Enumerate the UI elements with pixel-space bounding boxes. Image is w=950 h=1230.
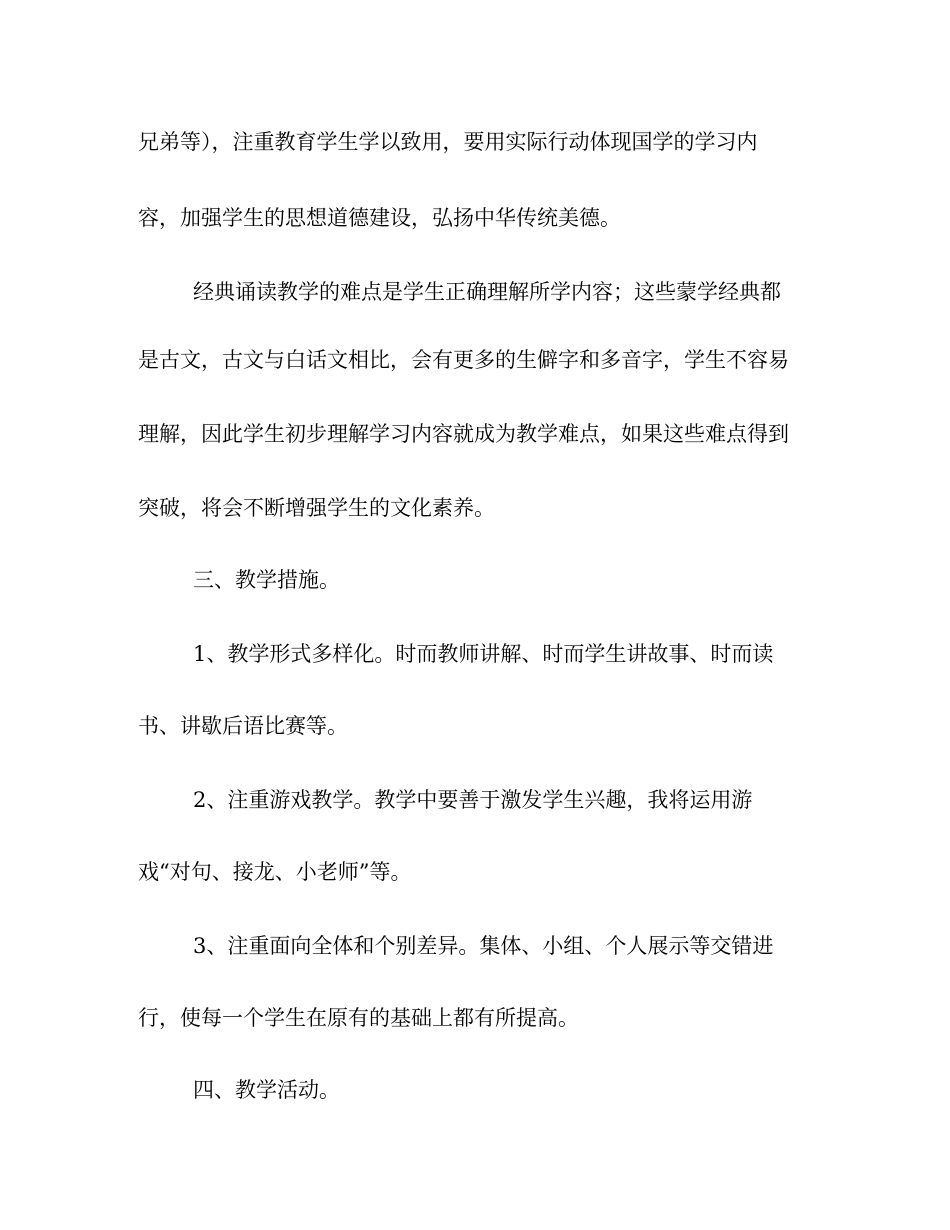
paragraph-line: 行，使每一个学生在原有的基础上都有所提高。	[138, 1006, 579, 1030]
paragraph-line: 3、注重面向全体和个别差异。集体、小组、个人展示等交错进	[193, 934, 774, 958]
paragraph-line: 兄弟等），注重教育学生学以致用，要用实际行动体现国学的学习内	[138, 130, 758, 154]
paragraph-line: 容，加强学生的思想道德建设，弘扬中华传统美德。	[138, 206, 621, 230]
section-heading: 四、教学活动。	[193, 1078, 340, 1102]
paragraph-line: 书、讲歇后语比赛等。	[138, 714, 348, 738]
paragraph-line: 理解，因此学生初步理解学习内容就成为教学难点，如果这些难点得到	[138, 422, 789, 446]
section-heading: 三、教学措施。	[193, 568, 340, 592]
paragraph-line: 经典诵读教学的难点是学生正确理解所学内容；这些蒙学经典都	[193, 280, 781, 304]
paragraph-line: 1、教学形式多样化。时而教师讲解、时而学生讲故事、时而读	[193, 642, 774, 666]
paragraph-line: 戏“对句、接龙、小老师”等。	[138, 860, 412, 884]
paragraph-line: 2、注重游戏教学。教学中要善于激发学生兴趣，我将运用游	[193, 788, 753, 812]
paragraph-line: 是古文，古文与白话文相比，会有更多的生僻字和多音字，学生不容易	[138, 348, 789, 372]
paragraph-line: 突破，将会不断增强学生的文化素养。	[138, 496, 495, 520]
